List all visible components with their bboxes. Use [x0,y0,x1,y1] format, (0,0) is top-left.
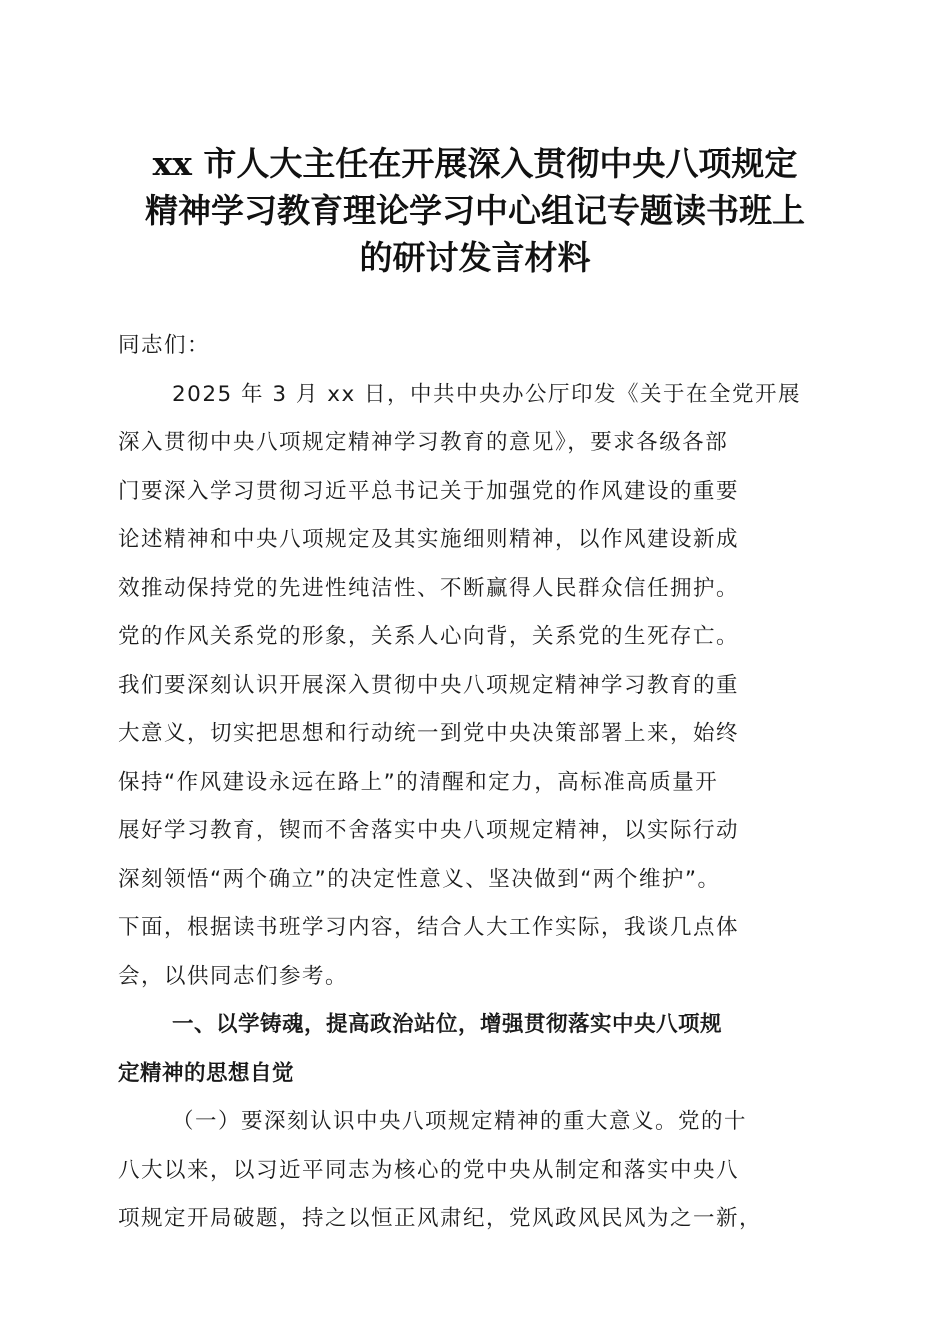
title-line-2: 精神学习教育理论学习中心组记专题读书班上 [145,191,805,230]
intro-line-13: 会，以供同志们参考。 [118,963,349,989]
section-1-heading-line-1: 一、以学铸魂，提高政治站位，增强贯彻落实中央八项规 [172,1012,723,1037]
intro-line-9: 保持“作风建设永远在路上”的清醒和定力，高标准高质量开 [118,769,719,795]
subsection-1-paragraph [118,1098,838,1244]
intro-line-7: 我们要深刻认识开展深入贯彻中央八项规定精神学习教育的重 [118,672,740,698]
intro-line-4: 论述精神和中央八项规定及其实施细则精神，以作风建设新成 [118,527,740,552]
salutation: 同志们： [118,333,211,358]
intro-line-8: 大意义，切实把思想和行动统一到党中央决策部署上来，始终 [118,721,740,746]
intro-line-2: 深入贯彻中央八项规定精神学习教育的意见》，要求各级各部 [118,430,729,455]
intro-line-3: 门要深入学习贯彻习近平总书记关于加强党的作风建设的重要 [118,478,740,504]
intro-paragraph [118,371,838,1002]
intro-line-11: 深刻领悟“两个确立”的决定性意义、坚决做到“两个维护”。 [118,866,721,892]
title-line-3: 的研讨发言材料 [359,238,591,277]
subsection-1-line-3: 项规定开局破题，持之以恒正风肃纪，党风政风民风为之一新， [118,1206,763,1231]
title-line-1: xx 市人大主任在开展深入贯彻中央八项规定 [152,144,798,183]
intro-line-1: 2025 年 3 月 xx 日，中共中央办公厅印发《关于在全党开展 [172,381,802,407]
intro-line-6: 党的作风关系党的形象，关系人心向背，关系党的生死存亡。 [118,624,740,649]
document-title [100,140,850,281]
subsection-1-line-1: （一）要深刻认识中央八项规定精神的重大意义。党的十 [172,1109,748,1134]
intro-line-5: 效推动保持党的先进性纯洁性、不断赢得人民群众信任拥护。 [118,575,740,601]
subsection-1-line-2: 八大以来，以习近平同志为核心的党中央从制定和落实中央八 [118,1157,740,1183]
section-1-heading [118,1001,838,1098]
intro-line-12: 下面，根据读书班学习内容，结合人大工作实际，我谈几点体 [118,915,740,940]
intro-line-10: 展好学习教育，锲而不舍落实中央八项规定精神，以实际行动 [118,818,740,843]
section-1-heading-line-2: 定精神的思想自觉 [118,1060,295,1086]
document-body [118,322,838,1244]
